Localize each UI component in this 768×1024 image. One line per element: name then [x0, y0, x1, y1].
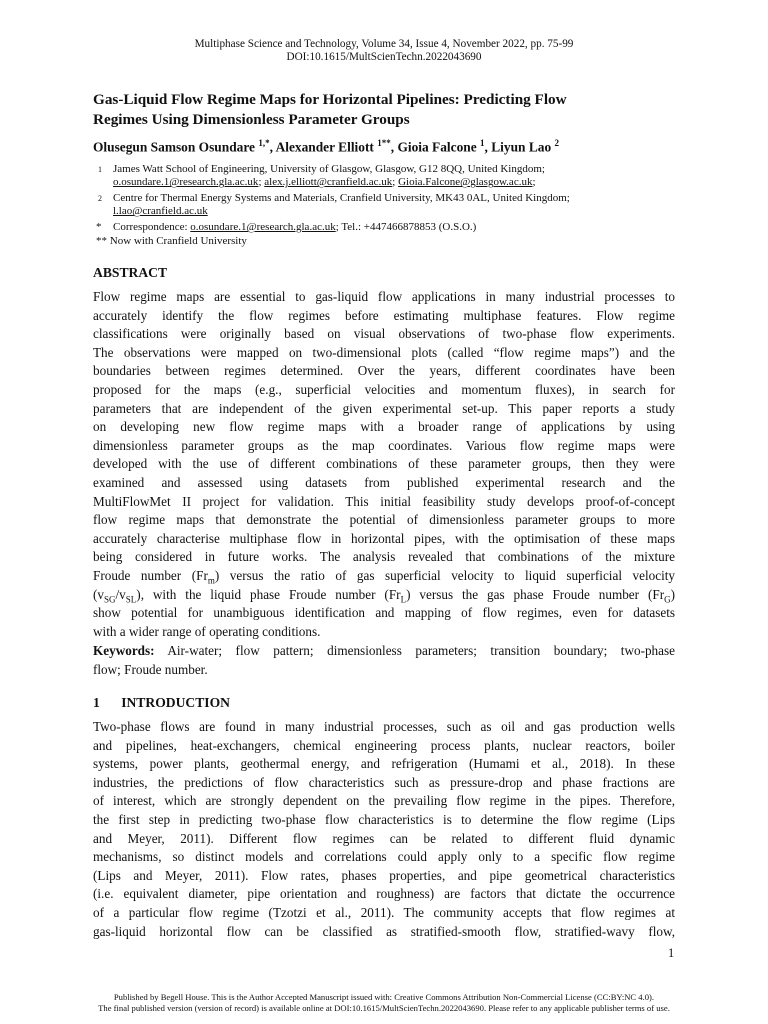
- text-line: proposed for the maps (e.g., superficial velocities and momentum fluxes), in search for: [93, 381, 675, 397]
- correspondence: [93, 221, 683, 234]
- keywords: [93, 642, 675, 679]
- text-line: MultiFlowMet II project for validation. This initial feasibility study develops proof-of-concept: [93, 493, 675, 509]
- correspondence-marker: *: [96, 221, 102, 233]
- affiliation-marker: 1: [98, 165, 102, 174]
- text-line: parameters that are independent of the given experimental set-up. This paper reports a study: [93, 400, 675, 416]
- email-link[interactable]: Gioia.Falcone@glasgow.ac.uk: [398, 176, 533, 189]
- text-line: Froude number $(Fr_m)$ versus the ratio of gas superficial velocity to liquid superficial velocity: [93, 567, 675, 586]
- section-number: 1: [93, 695, 100, 710]
- affiliation-marker: 2: [98, 194, 102, 203]
- author-name: Liyun Lao: [491, 139, 552, 155]
- keywords-label: Keywords:: [93, 643, 155, 658]
- text-line: Two-phase flows are found in many industrial processes, such as oil and gas production wells: [93, 719, 675, 734]
- affiliation-text: James Watt School of Engineering, University of Glasgow, Glasgow, G12 8QQ, United Kingdom;: [113, 163, 545, 175]
- now-with-note: ** Now with Cranfield University: [96, 235, 247, 247]
- text-line: Flow regime maps are essential to gas-liquid flow applications in many industrial processes to: [93, 289, 675, 304]
- text-line: being considered in future works. The analysis revealed that combinations of the mixture: [93, 549, 675, 565]
- affiliation-text: Centre for Thermal Energy Systems and Materials, Cranfield University, MK43 0AL, United Kingdom;: [113, 192, 570, 204]
- introduction-body: [93, 718, 675, 941]
- text-line: dimensionless parameter groups as the map coordinates. Various flow regime maps were: [93, 437, 675, 453]
- keywords-text: flow; Froude number.: [93, 661, 208, 677]
- text-line: The observations were mapped on two-dimensional plots (called “flow regime maps”) and the: [93, 344, 675, 360]
- author-affiliation-mark: 2: [554, 138, 560, 148]
- email-link[interactable]: o.osundare.1@research.gla.ac.uk: [190, 221, 336, 233]
- text-line: of a particular flow regime (Tzotzi et al., 2011). The community accepts that flow regimes at: [93, 904, 675, 920]
- email-link[interactable]: o.osundare.1@research.gla.ac.uk: [113, 176, 259, 189]
- text-line: $(v_{SG}/v_{SL})$, with the liquid phase Froude number $(Fr_L)$ versus the gas phase Froude number $(Fr_G)$: [93, 586, 675, 605]
- abstract-body: [93, 288, 675, 641]
- author-separator: ,: [390, 139, 398, 155]
- title-line: Gas-Liquid Flow Regime Maps for Horizontal Pipelines: Predicting Flow: [93, 91, 567, 108]
- author-name: Alexander Elliott: [275, 139, 374, 155]
- correspondence-label: Correspondence:: [113, 221, 188, 233]
- email-link[interactable]: l.lao@cranfield.ac.uk: [113, 205, 208, 218]
- page-number: 1: [668, 946, 675, 960]
- text-line: accurately identify the flow regimes before estimating multiphase features. Flow regime: [93, 307, 675, 323]
- paper-title: [93, 90, 693, 130]
- title-line: Regimes Using Dimensionless Parameter Groups: [93, 111, 410, 128]
- author-name: Gioia Falcone: [397, 139, 477, 155]
- author-separator: ,: [269, 139, 276, 155]
- doi-line: DOI:10.1615/MultScienTechn.2022043690: [286, 51, 482, 63]
- text-line: systems, power plants, geothermal energy, and refrigeration (Humami et al., 2018). In these: [93, 756, 675, 772]
- text-line: accurately characterise multiphase flow in horizontal pipes, with the optimisation of these maps: [93, 530, 675, 546]
- author-list: [93, 138, 559, 155]
- text-line: examined and assessed using datasets from published experimental research and the: [93, 474, 675, 490]
- publication-footer-line: The final published version (version of record) is available online at DOI:10.1615/MultScienTechn.2022043690. Please refer to any applicable publisher terms of use.: [98, 1003, 670, 1013]
- telephone: ; Tel.: +447466878853 (O.S.O.): [335, 221, 477, 233]
- keywords-text: Air-water; flow pattern; dimensionless parameters; transition boundary; two-phase: [154, 643, 675, 658]
- author-separator: ,: [484, 139, 492, 155]
- journal-citation: Multiphase Science and Technology, Volume 34, Issue 4, November 2022, pp. 75-99: [194, 38, 574, 50]
- text-line: flow regime maps that demonstrate the potential of dimensionless parameter groups to more: [93, 512, 675, 528]
- text-line: show potential for unambiguous identification and mapping of flow regimes, even for datasets: [93, 605, 675, 621]
- text-line: with a wider range of operating conditions.: [93, 623, 321, 639]
- author-affiliation-mark: 1: [480, 138, 485, 148]
- text-line: and Meyer, 2011). Different flow regimes can be related to different fluid dynamic: [93, 830, 675, 846]
- text-line: and pipelines, heat-exchangers, chemical engineering process plants, nuclear reactors, boiler: [93, 737, 675, 753]
- affiliation-2: [93, 192, 683, 219]
- license-footer-line: Published by Begell House. This is the Author Accepted Manuscript issued with: Creative Commons Attribution Non-Commercial License (CC:BY:NC 4.0).: [113, 992, 655, 1002]
- text-line: gas-liquid horizontal flow can be classified as stratified-smooth flow, stratified-wavy flow,: [93, 923, 675, 939]
- text-line: industries, the predictions of flow characteristics such as pressure-drop and phase fractions are: [93, 774, 675, 790]
- text-line: mechanisms, so distinct models and correlations could apply only to a specific flow regime: [93, 849, 675, 865]
- author-name: Olusegun Samson Osundare: [93, 139, 255, 155]
- text-line: on developing new flow regime maps with a broader range of applications by using: [93, 419, 675, 435]
- text-line: of interest, which are strongly dependent on the prevailing flow regime in the pipes. Therefore,: [93, 793, 675, 809]
- text-line: boundaries between regimes determined. Over the years, different coordinates have been: [93, 363, 675, 379]
- text-line: the first step in predicting two-phase flow characteristics is to determine the flow regime (Lips: [93, 811, 675, 827]
- author-affiliation-mark: 1,*: [258, 138, 270, 148]
- introduction-heading: [93, 695, 230, 711]
- text-line: developed with the use of different combinations of these parameter groups, then they were: [93, 456, 675, 472]
- section-title: INTRODUCTION: [121, 695, 230, 710]
- email-link[interactable]: alex.j.elliott@cranfield.ac.uk: [264, 176, 393, 189]
- text-line: (i.e. equivalent diameter, pipe orientation and roughness) are factors that dictate the occurrence: [93, 886, 675, 902]
- text-line: classifications were originally based on visual observations of two-phase flow experiments.: [93, 326, 675, 342]
- author-affiliation-mark: 1**: [377, 138, 391, 148]
- affiliation-1: $^1$ James Watt School of Engineering, University of Glasgow, Glasgow, G12 8QQ, United Kingdom; o.osundare.1@research.gla.ac.uk; alex.j.elliott@cranfield.ac.uk; Gioia.Falcone@glasgow.ac.uk;: [98, 163, 545, 189]
- text-line: (Lips and Meyer, 2011). Flow rates, phases properties, and pipe geometrical characteristics: [93, 867, 675, 883]
- abstract-heading: ABSTRACT: [93, 265, 168, 280]
